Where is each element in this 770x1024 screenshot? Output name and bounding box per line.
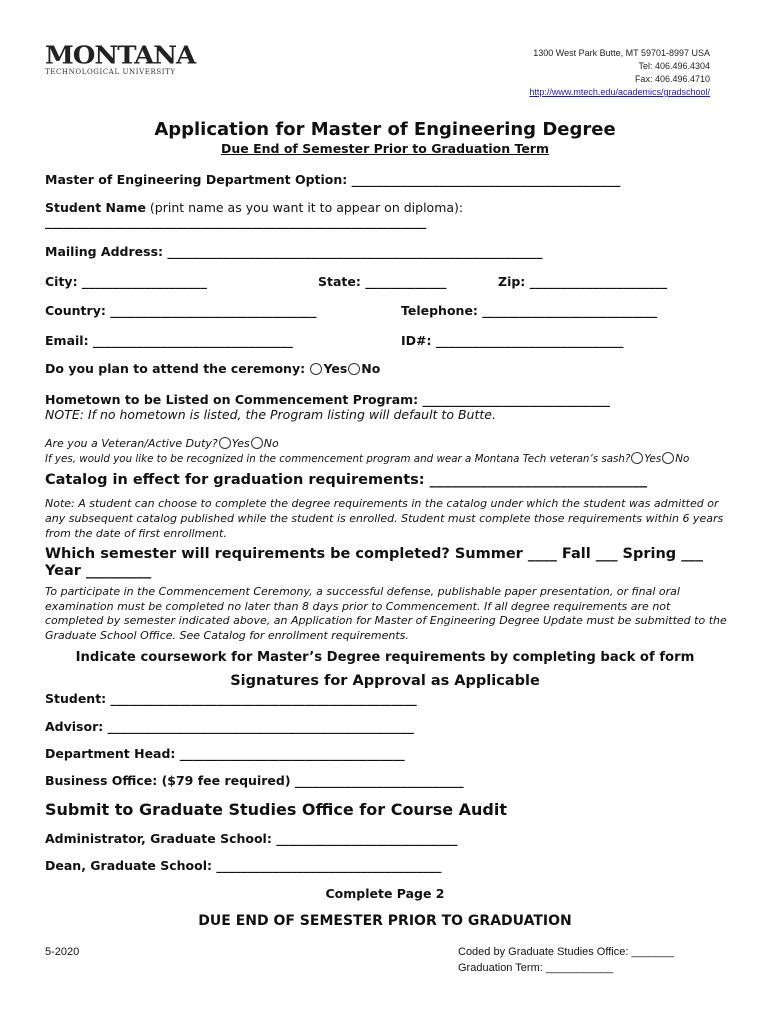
year-field[interactable]: Year _________ [45, 563, 152, 579]
student-name-label: Student Name [45, 200, 146, 215]
ceremony-label: Do you plan to attend the ceremony: [45, 361, 306, 376]
student-name-field[interactable] [45, 200, 463, 215]
sash-no-radio[interactable] [662, 452, 674, 464]
student-signature-field[interactable]: Student: _________________________________________________ [45, 691, 417, 706]
signatures-heading: Signatures for Approval as Applicable [230, 673, 540, 689]
catalog-field[interactable]: Catalog in effect for graduation requirements: ______________________________ [45, 472, 648, 488]
student-name-line[interactable]: _____________________________________________________________ [45, 214, 427, 229]
coursework-instruction: Indicate coursework for Master’s Degree requirements by completing back of form [75, 650, 695, 665]
coded-by-field[interactable]: Coded by Graduate Studies Office: _______ [458, 946, 675, 958]
hometown-note: NOTE: If no hometown is listed, the Program listing will default to Butte. [45, 407, 496, 422]
due-notice: DUE END OF SEMESTER PRIOR TO GRADUATION [198, 913, 572, 929]
dean-signature-field[interactable]: Dean, Graduate School: ____________________________________ [45, 858, 442, 873]
id-field[interactable]: ID#: ______________________________ [401, 333, 624, 348]
veteran-no-label: No [263, 437, 279, 450]
complete-page-note: Complete Page 2 [325, 886, 445, 901]
country-field[interactable]: Country: _________________________________ [45, 303, 317, 318]
semester-field[interactable]: Which semester will requirements be completed? Summer ____ Fall ___ Spring ___ [45, 546, 703, 562]
ceremony-no-radio[interactable] [348, 363, 360, 375]
ceremony-no-label: No [361, 361, 381, 376]
veteran-question [45, 437, 279, 450]
fax-line: Fax: 406.496.4710 [634, 74, 710, 84]
department-head-signature-field[interactable]: Department Head: ____________________________________ [45, 746, 405, 761]
sash-no-label: No [675, 453, 690, 465]
business-office-signature-field[interactable]: Business Office: ($79 fee required) ___________________________ [45, 773, 464, 788]
website-link[interactable]: http://www.mtech.edu/academics/gradschool/ [529, 87, 710, 97]
hometown-field[interactable]: Hometown to be Listed on Commencement Program: ______________________________ [45, 392, 611, 407]
veteran-yes-radio[interactable] [219, 437, 231, 449]
zip-field[interactable]: Zip: ______________________ [498, 274, 668, 289]
ceremony-yes-label: Yes [323, 361, 348, 376]
form-subtitle: Due End of Semester Prior to Graduation Term [220, 141, 549, 156]
logo-wordmark: MONTANA [45, 42, 196, 70]
participation-note: To participate in the Commencement Ceremony, a successful defense, publishable paper presentation, or final oral examination must be completed no later than 8 days prior to Commencement. If all degree requirements are not completed by semester indicated above, an Application for Master of Engineering Degree Update must be submitted to the Graduate School Office. See Catalog for enrollment requirements. [45, 585, 727, 642]
student-name-hint: (print name as you want it to appear on diploma): [145, 200, 464, 215]
department-option-field[interactable]: Master of Engineering Department Option: ___________________________________________ [45, 172, 621, 187]
sash-yes-radio[interactable] [631, 452, 643, 464]
veteran-no-radio[interactable] [251, 437, 263, 449]
form-title: Application for Master of Engineering Degree [154, 119, 616, 140]
logo-subtitle: TECHNOLOGICAL UNIVERSITY [45, 68, 176, 76]
address-line: 1300 West Park Butte, MT 59701-8997 USA [533, 48, 710, 58]
mailing-address-field[interactable]: Mailing Address: ____________________________________________________________ [45, 244, 543, 259]
veteran-sash-label: If yes, would you like to be recognized in the commencement program and wear a Montana Tech veteran’s sash? [45, 453, 631, 465]
veteran-label: Are you a Veteran/Active Duty? [45, 437, 218, 450]
telephone-field[interactable]: Telephone: ____________________________ [401, 303, 658, 318]
state-field[interactable]: State: _____________ [318, 274, 447, 289]
ceremony-question [45, 361, 380, 376]
submit-heading: Submit to Graduate Studies Office for Course Audit [45, 800, 508, 819]
advisor-signature-field[interactable]: Advisor: _________________________________________________ [45, 719, 414, 734]
veteran-sash-question [45, 452, 689, 465]
administrator-signature-field[interactable]: Administrator, Graduate School: _____________________________ [45, 831, 458, 846]
email-field[interactable]: Email: ________________________________ [45, 333, 293, 348]
ceremony-yes-radio[interactable] [310, 363, 322, 375]
telephone-line: Tel: 406.496.4304 [638, 61, 710, 71]
form-version: 5-2020 [45, 946, 80, 958]
city-field[interactable]: City: ____________________ [45, 274, 207, 289]
veteran-yes-label: Yes [231, 437, 250, 450]
graduation-term-field[interactable]: Graduation Term: ___________ [458, 962, 614, 974]
sash-yes-label: Yes [644, 453, 662, 465]
catalog-note: Note: A student can choose to complete the degree requirements in the catalog under which the student was admitted or any subsequent catalog published while the student is enrolled. Student must complete those requirements within 6 years from the date of first enrollment. [45, 497, 724, 540]
